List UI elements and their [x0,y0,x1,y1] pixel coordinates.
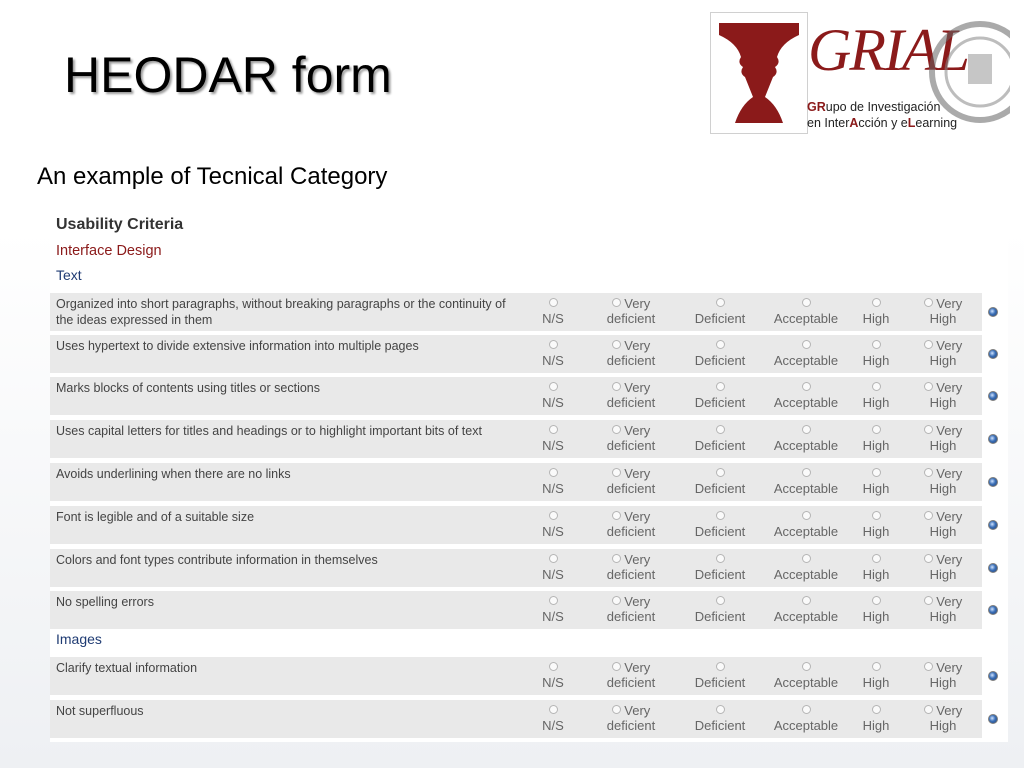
selected-radio-icon[interactable] [988,563,998,573]
selected-radio-icon[interactable] [988,391,998,401]
radio-icon[interactable] [924,340,933,349]
radio-icon[interactable] [549,662,558,671]
criterion-row [50,657,982,695]
option-high[interactable]: High [851,296,901,326]
option-high[interactable]: High [851,660,901,690]
radio-icon[interactable] [549,468,558,477]
radio-icon[interactable] [549,554,558,563]
radio-icon[interactable] [716,382,725,391]
option-acceptable[interactable]: Acceptable [765,466,847,496]
option-very-high[interactable]: Very High [914,594,972,624]
radio-icon[interactable] [612,382,621,391]
option-very-high[interactable]: Very High [914,423,972,453]
option-ns[interactable]: N/S [528,380,578,410]
vase-faces-icon [710,12,808,134]
radio-icon[interactable] [924,298,933,307]
option-very-deficient[interactable]: Very deficient [606,380,656,410]
criterion-label: Uses hypertext to divide extensive information into multiple pages [56,339,419,353]
radio-icon[interactable] [802,425,811,434]
option-very-deficient[interactable]: Very deficient [606,423,656,453]
option-very-high[interactable]: Very High [914,660,972,690]
option-ns[interactable]: N/S [528,423,578,453]
option-ns[interactable]: N/S [528,552,578,582]
radio-icon[interactable] [802,705,811,714]
option-high[interactable]: High [851,594,901,624]
option-acceptable[interactable]: Acceptable [765,594,847,624]
radio-icon[interactable] [872,596,881,605]
criterion-row [50,700,982,738]
option-ns[interactable]: N/S [528,466,578,496]
radio-icon[interactable] [802,382,811,391]
radio-icon[interactable] [549,340,558,349]
radio-icon[interactable] [802,298,811,307]
radio-icon[interactable] [924,705,933,714]
criterion-label: No spelling errors [56,595,154,609]
criterion-row [50,335,982,373]
radio-icon[interactable] [872,340,881,349]
option-ns[interactable]: N/S [528,594,578,624]
grial-tagline: GRupo de Investigación en InterAcción y eLearning [807,100,958,130]
criterion-label: Not superfluous [56,704,144,718]
selected-radio-icon[interactable] [988,671,998,681]
option-high[interactable]: High [851,423,901,453]
option-deficient[interactable]: Deficient [682,552,758,582]
selected-radio-icon[interactable] [988,477,998,487]
criterion-label: Font is legible and of a suitable size [56,510,255,524]
grial-wordmark: GRIAL [808,17,968,83]
criterion-row [50,420,982,458]
criterion-label: Uses capital letters for titles and headings or to highlight important bits of text [56,424,482,438]
criterion-label: Colors and font types contribute information in themselves [56,553,378,567]
radio-icon[interactable] [612,662,621,671]
subsection-heading: Interface Design [56,243,162,259]
criterion-label: Clarify textual information [56,661,198,675]
radio-icon[interactable] [802,662,811,671]
option-very-high[interactable]: Very High [914,338,972,368]
slide-subtitle: An example of Tecnical Category [37,163,388,190]
radio-icon[interactable] [612,511,621,520]
radio-icon[interactable] [872,511,881,520]
radio-icon[interactable] [549,596,558,605]
option-ns[interactable]: N/S [528,703,578,733]
radio-icon[interactable] [716,596,725,605]
option-deficient[interactable]: Deficient [682,423,758,453]
criterion-row [50,591,982,629]
option-deficient[interactable]: Deficient [682,660,758,690]
slide-title: HEODAR form [64,47,392,103]
radio-icon[interactable] [716,705,725,714]
radio-icon[interactable] [802,468,811,477]
criterion-label: Marks blocks of contents using titles or sections [56,381,321,395]
selected-radio-icon[interactable] [988,714,998,724]
option-acceptable[interactable]: Acceptable [765,423,847,453]
selected-radio-icon[interactable] [988,434,998,444]
radio-icon[interactable] [612,425,621,434]
radio-icon[interactable] [549,511,558,520]
criterion-row [50,549,982,587]
radio-icon[interactable] [872,298,881,307]
radio-icon[interactable] [872,705,881,714]
option-very-high[interactable]: Very High [914,380,972,410]
option-very-deficient[interactable]: Very deficient [606,660,656,690]
option-deficient[interactable]: Deficient [682,509,758,539]
option-very-high[interactable]: Very High [914,552,972,582]
option-acceptable[interactable]: Acceptable [765,660,847,690]
heodar-form [50,208,1008,742]
radio-icon[interactable] [872,425,881,434]
grial-logo [710,10,1010,134]
option-acceptable[interactable]: Acceptable [765,296,847,326]
radio-icon[interactable] [924,468,933,477]
university-seal-icon [928,10,1010,134]
option-acceptable[interactable]: Acceptable [765,380,847,410]
radio-icon[interactable] [802,596,811,605]
option-ns[interactable]: N/S [528,660,578,690]
radio-icon[interactable] [924,662,933,671]
option-very-high[interactable]: Very High [914,703,972,733]
radio-icon[interactable] [924,554,933,563]
radio-icon[interactable] [802,554,811,563]
option-deficient[interactable]: Deficient [682,380,758,410]
radio-icon[interactable] [872,554,881,563]
radio-icon[interactable] [872,382,881,391]
option-high[interactable]: High [851,552,901,582]
criterion-row [50,506,982,544]
radio-icon[interactable] [802,511,811,520]
option-very-deficient[interactable]: Very deficient [606,509,656,539]
option-deficient[interactable]: Deficient [682,466,758,496]
criterion-row [50,463,982,501]
option-very-deficient[interactable]: Very deficient [606,338,656,368]
radio-icon[interactable] [716,554,725,563]
radio-icon[interactable] [924,382,933,391]
selected-radio-icon[interactable] [988,605,998,615]
option-high[interactable]: High [851,466,901,496]
option-deficient[interactable]: Deficient [682,594,758,624]
radio-icon[interactable] [716,662,725,671]
radio-icon[interactable] [716,511,725,520]
radio-icon[interactable] [716,425,725,434]
option-ns[interactable]: N/S [528,509,578,539]
option-acceptable[interactable]: Acceptable [765,338,847,368]
radio-icon[interactable] [612,705,621,714]
option-high[interactable]: High [851,509,901,539]
selected-radio-icon[interactable] [988,307,998,317]
option-very-high[interactable]: Very High [914,509,972,539]
radio-icon[interactable] [802,340,811,349]
criterion-row [50,293,982,331]
criterion-row [50,377,982,415]
radio-icon[interactable] [549,425,558,434]
option-very-deficient[interactable]: Very deficient [606,552,656,582]
radio-icon[interactable] [716,298,725,307]
option-ns[interactable]: N/S [528,296,578,326]
radio-icon[interactable] [549,298,558,307]
radio-icon[interactable] [549,705,558,714]
radio-icon[interactable] [924,596,933,605]
radio-icon[interactable] [612,340,621,349]
option-very-deficient[interactable]: Very deficient [606,703,656,733]
radio-icon[interactable] [612,596,621,605]
selected-radio-icon[interactable] [988,520,998,530]
radio-icon[interactable] [549,382,558,391]
selected-radio-icon[interactable] [988,349,998,359]
option-ns[interactable]: N/S [528,338,578,368]
radio-icon[interactable] [612,468,621,477]
radio-icon[interactable] [716,340,725,349]
option-deficient[interactable]: Deficient [682,338,758,368]
radio-icon[interactable] [924,511,933,520]
criterion-label: Avoids underlining when there are no links [56,467,291,481]
radio-icon[interactable] [612,298,621,307]
option-very-deficient[interactable]: Very deficient [606,466,656,496]
radio-icon[interactable] [612,554,621,563]
option-very-deficient[interactable]: Very deficient [606,594,656,624]
option-high[interactable]: High [851,380,901,410]
option-deficient[interactable]: Deficient [682,703,758,733]
option-acceptable[interactable]: Acceptable [765,552,847,582]
option-high[interactable]: High [851,338,901,368]
radio-icon[interactable] [872,468,881,477]
radio-icon[interactable] [872,662,881,671]
option-acceptable[interactable]: Acceptable [765,509,847,539]
option-very-deficient[interactable]: Very deficient [606,296,656,326]
group-heading-text: Text [56,267,82,283]
group-heading-images: Images [56,631,102,647]
radio-icon[interactable] [716,468,725,477]
option-very-high[interactable]: Very High [914,296,972,326]
option-very-high[interactable]: Very High [914,466,972,496]
option-deficient[interactable]: Deficient [682,296,758,326]
option-high[interactable]: High [851,703,901,733]
radio-icon[interactable] [924,425,933,434]
criterion-label: Organized into short paragraphs, without breaking paragraphs or the continuity of the ideas expressed in them [56,297,506,327]
section-heading: Usability Criteria [56,216,184,233]
option-acceptable[interactable]: Acceptable [765,703,847,733]
